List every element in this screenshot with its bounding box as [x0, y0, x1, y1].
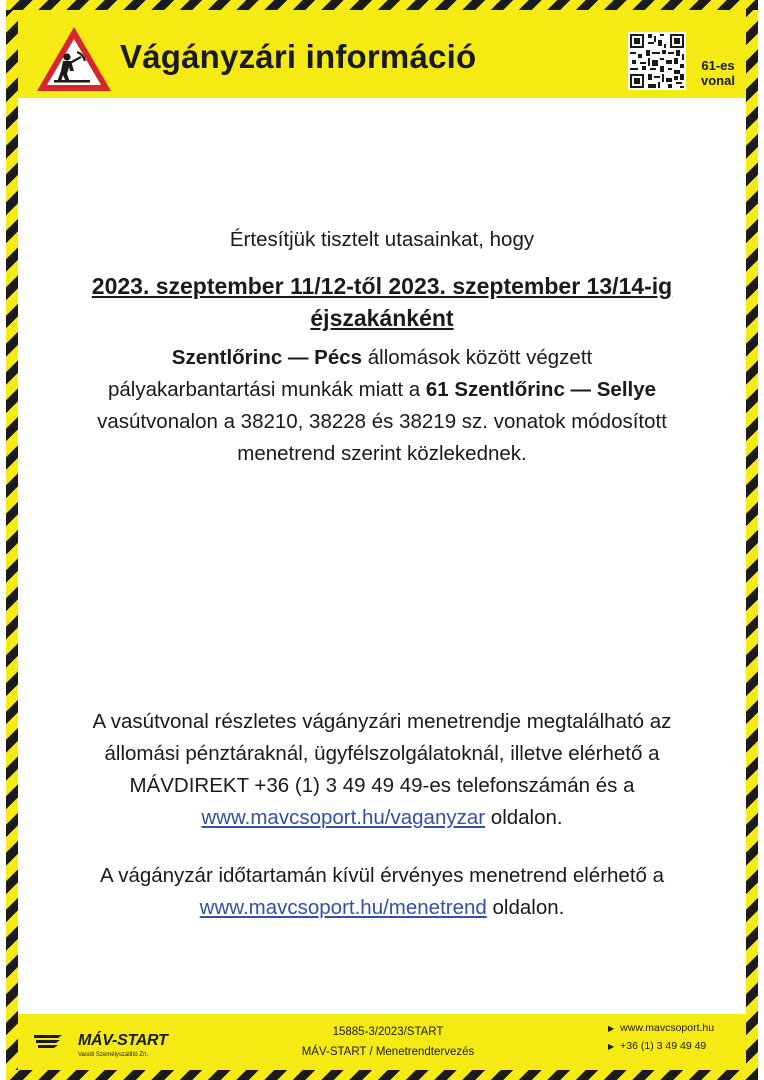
details-link-suffix: oldalon.: [485, 806, 563, 829]
department-label: MÁV-START / Menetrendtervezés: [301, 1046, 475, 1058]
phone-text: +36 (1) 3 49 49 49: [620, 1040, 707, 1052]
header-bar: [18, 10, 746, 98]
website-contact[interactable]: [608, 1022, 714, 1034]
page-title: Vágányzári információ: [120, 38, 477, 75]
desc-part-2: pályakarbantartási munkák miatt a: [107, 378, 426, 401]
website-text: www.mavcsoport.hu: [620, 1022, 715, 1034]
hazard-stripe-right: [746, 0, 758, 1080]
outside-link-suffix: oldalon.: [486, 896, 565, 919]
closure-description: [30, 342, 734, 470]
details-line-3: MÁVDIREKT +36 (1) 3 49 49 49-es telefonszámán és a: [129, 774, 635, 797]
date-range-line: 2023. szeptember 11/12-től 2023. szeptember 13/14-ig: [91, 273, 673, 299]
hazard-stripe-left: [6, 0, 18, 1080]
vaganyzar-link[interactable]: www.mavcsoport.hu/vaganyzar: [201, 806, 486, 829]
date-range-heading: [30, 270, 734, 334]
desc-line-1: [30, 342, 734, 374]
mav-start-logo: [32, 1024, 168, 1058]
timetable-details: [30, 706, 734, 834]
station-pair: Szentlőrinc — Pécs: [171, 346, 363, 369]
line-label-bottom: vonal: [701, 73, 735, 88]
desc-part-1: állomások között végzett: [362, 346, 593, 369]
regular-timetable-info: [30, 860, 734, 924]
reference-number: 15885-3/2023/START: [332, 1026, 444, 1038]
desc-line-4: menetrend szerint közlekednek.: [237, 442, 527, 465]
desc-line-2: [30, 374, 734, 406]
outside-line-1: A vágányzár időtartamán kívül érvényes menetrend elérhető a: [99, 864, 665, 887]
details-line-1: A vasútvonal részletes vágányzári menetrendje megtalálható az: [92, 710, 672, 733]
logo-text: MÁV-START: [78, 1032, 168, 1049]
track-work-warning-icon: [34, 24, 114, 94]
details-line-4: [30, 802, 734, 834]
menetrend-link[interactable]: www.mavcsoport.hu/menetrend: [199, 896, 487, 919]
line-number-label: [690, 58, 746, 88]
intro-text: Értesítjük tisztelt utasainkat, hogy: [229, 228, 535, 251]
outside-line-2: [30, 892, 734, 924]
footer-bar: [18, 1014, 746, 1070]
details-line-2: állomási pénztáraknál, ügyfélszolgálatoknál, illetve elérhető a: [104, 742, 660, 765]
line-label-top: 61-es: [701, 58, 735, 73]
logo-subtitle: Vasúti Személyszállító Zrt.: [78, 1052, 149, 1058]
railway-line-name: 61 Szentlőrinc — Sellye: [425, 378, 657, 401]
desc-line-3: vasútvonalon a 38210, 38228 és 38219 sz. vonatok módosított: [97, 410, 667, 433]
hazard-stripe-top: [6, 0, 758, 10]
qr-code-icon[interactable]: [628, 32, 686, 90]
phone-contact[interactable]: [608, 1040, 706, 1052]
mav-wings-icon: [32, 1028, 72, 1054]
hazard-stripe-bottom: [6, 1070, 758, 1080]
arrow-right-icon: ▶: [608, 1024, 615, 1033]
date-range-nightly: éjszakánként: [310, 305, 454, 331]
arrow-right-icon: ▶: [608, 1042, 615, 1051]
